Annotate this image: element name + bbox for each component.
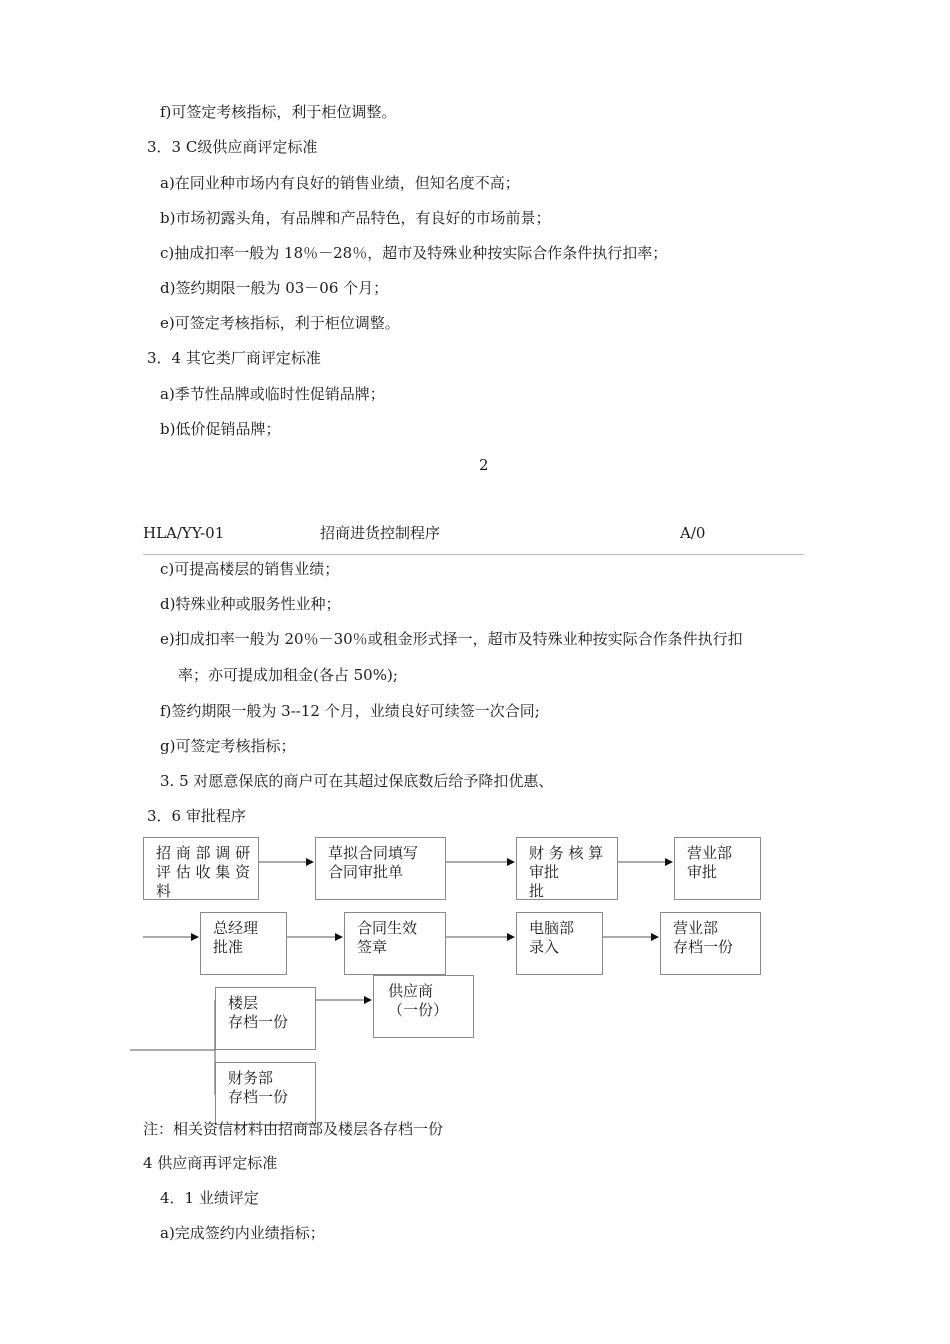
text-line: b)低价促销品牌；	[160, 420, 281, 438]
flow-box-text: 总经理	[213, 919, 259, 937]
flow-box-text: 电脑部	[529, 919, 575, 937]
text-line: f)可签定考核指标，利于柜位调整。	[160, 103, 397, 121]
doc-code: HLA/YY-01	[143, 524, 225, 542]
flow-box-operations-archive	[660, 912, 761, 975]
text-line: a)在同业种市场内有良好的销售业绩，但知名度不高；	[160, 174, 520, 192]
flow-box-draft-contract	[315, 837, 446, 900]
flow-box-text: 审批	[529, 863, 560, 881]
flow-box-text: 营业部	[687, 844, 733, 862]
flow-box-text: 合同审批单	[328, 863, 404, 881]
flow-box-contract-effective	[344, 912, 446, 975]
flow-box-finance-archive	[215, 1062, 316, 1125]
text-line: c)可提高楼层的销售业绩；	[160, 560, 340, 578]
section-heading: 3．4 其它类厂商评定标准	[147, 349, 321, 367]
section-heading: 3．6 审批程序	[147, 807, 246, 825]
doc-title: 招商进货控制程序	[320, 524, 441, 542]
text-line: 率；亦可提成加租金(各占 50%);	[178, 666, 398, 684]
flow-box-text: 财 务 核 算	[529, 844, 604, 862]
header-rule	[143, 554, 804, 555]
text-line: a)季节性品牌或临时性促销品牌；	[160, 385, 385, 403]
flow-box-text: 合同生效	[357, 919, 418, 937]
flow-box-text: 供应商	[388, 982, 434, 1000]
text-line: g)可签定考核指标；	[160, 737, 296, 755]
flow-box-text: 营业部	[673, 919, 719, 937]
flow-box-text: 招 商 部 调 研	[156, 844, 251, 862]
flow-box-text: 录入	[529, 938, 560, 956]
flow-box-it-entry	[516, 912, 603, 975]
text-line: f)签约期限一般为 3--12 个月，业绩良好可续签一次合同;	[160, 702, 540, 720]
flow-box-floor-archive	[215, 987, 316, 1050]
flow-box-text: 评 估 收 集 资	[156, 863, 251, 881]
flow-box-text: 存档一份	[228, 1013, 289, 1031]
flow-box-text: 存档一份	[228, 1088, 289, 1106]
flow-box-text: 批	[529, 882, 545, 900]
text-line: a)完成签约内业绩指标；	[160, 1224, 325, 1242]
text-line: e)可签定考核指标，利于柜位调整。	[160, 314, 400, 332]
flow-box-text: 料	[156, 882, 172, 900]
section-heading: 4 供应商再评定标准	[143, 1154, 278, 1172]
flow-box-text: （一份）	[388, 1001, 449, 1019]
text-line: d)特殊业种或服务性业种；	[160, 595, 341, 613]
flow-box-text: 存档一份	[673, 938, 734, 956]
section-heading: 3．3 C级供应商评定标准	[147, 138, 318, 156]
text-line: c)抽成扣率一般为 18％－28％，超市及特殊业种按实际合作条件执行扣率；	[160, 244, 668, 262]
section-heading: 4．1 业绩评定	[160, 1189, 259, 1207]
text-line: 3. 5 对愿意保底的商户可在其超过保底数后给予降扣优惠、	[160, 772, 554, 790]
flow-box-text: 楼层	[228, 994, 259, 1012]
text-line: b)市场初露头角，有品牌和产品特色，有良好的市场前景；	[160, 209, 551, 227]
text-line: e)扣成扣率一般为 20％－30％或租金形式择一，超市及特殊业种按实际合作条件执行扣	[160, 630, 743, 648]
page-number: 2	[479, 456, 489, 474]
flow-box-text: 财务部	[228, 1069, 274, 1087]
note-line: 注：相关资信材料由招商部及楼层各存档一份	[143, 1120, 444, 1138]
flow-box-finance-review	[516, 837, 618, 900]
flow-box-text: 签章	[357, 938, 388, 956]
flow-box-investment-research	[143, 837, 259, 900]
flow-box-text: 审批	[687, 863, 718, 881]
flow-box-operations-approval	[674, 837, 761, 900]
text-line: d)签约期限一般为 03－06 个月；	[160, 279, 389, 297]
flow-box-text: 草拟合同填写	[328, 844, 419, 862]
flow-box-supplier-copy	[373, 975, 474, 1038]
doc-version: A/0	[680, 524, 706, 542]
flow-box-gm-approval	[200, 912, 287, 975]
flow-box-text: 批准	[213, 938, 244, 956]
